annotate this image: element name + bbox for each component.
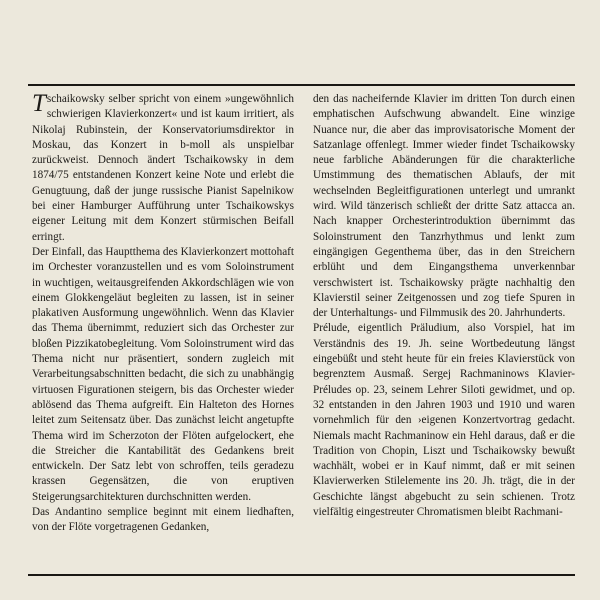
top-rule — [28, 84, 575, 86]
paragraph-2: Der Einfall, das Hauptthema des Klavierkonzert mottohaft im Orchester voranzustellen und es vom Soloinstrument in wuchtigen, weitausgreifenden Akkordschlägen wie von einem Glokkengeläut begleiten zu lassen, ist in seiner plakativen Ausformung ungewöhnlich. Wenn das Klavier das Thema übernimmt, reduziert sich das Orchester zur bloßen Pizzikatobegleitung. Vom Soloinstrument wird das Thema nicht nur präsentiert, sondern zugleich mit Verarbeitungsabschnitten bedacht, die sich zu unabhängig virtuosen Figurationen steigern, bis das Orchester wieder ablösend das Thema aufgreift. Ein Halteton des Hornes leitet zum Seitensatz über. Das zunächst leicht angetupfte Thema wird im Scherzoton der Flöten aufgelockert, ehe die Streicher die Kantabilität des Gedankens breit entwickeln. Der Satz lebt von schroffen, teils geradezu krassen Gegensätzen, die von eruptiven Steigerungsarchitekturen durchschnitten werden. — [32, 245, 294, 503]
paragraph-5: Prélude, eigentlich Präludium, also Vorspiel, hat im Verständnis des 19. Jh. seine Wortbedeutung längst eingebüßt und steht heute für ein freies Klavierstück von begrenztem Ausmaß. Sergej Rachmaninows Klavier-Préludes op. 23, seinem Lehrer Siloti gewidmet, und op. 32 entstanden in den Jahren 1903 und 1910 und waren vornehmlich für den ›eigenen Konzertvortrag gedacht. Niemals macht Rachmaninow ein Hehl daraus, daß er die Tradition von Chopin, Liszt und Tschaikowsky bewußt wachhält, wobei er in Kauf nimmt, daß er mit seinen Klavierwerken Stilelemente ins 20. Jh. trägt, die in der Geschichte längst abgebucht zu sein schienen. Trotz vielfältig eingestreuter Chromatismen bleibt Rachmani- — [313, 322, 575, 519]
paragraph-1-text: schaikowsky selber spricht von einem »ungewöhnlich schwierigen Klavierkonzert« und ist kaum irritiert, als Nikolaj Rubinstein, der Konservatoriumsdirektor in Moskau, das Konzert in b-moll als unspielbar zurückweist. Dennoch ändert Tschaikowsky in dem 1874/75 entstandenen Konzert keine Note und erlebt die Genugtuung, daß der junge russische Pianist Sapelnikow bei einer Hamburger Aufführung unter Tschaikowskys eigener Leitung mit dem Konzert stürmischen Beifall erringt. — [32, 93, 294, 243]
drop-cap: T — [32, 90, 46, 117]
paragraph-1 — [32, 92, 294, 245]
bottom-rule — [28, 574, 575, 576]
paragraph-4: den das nacheifernde Klavier im dritten Ton durch einen emphatischen Aufschwung abwandelt. Eine winzige Nuance nur, die aber das improvisatorische Moment der Satzanlage offenlegt. Immer wieder findet Tschaikowsky neue farbliche Abänderungen für die charakterliche Umstimmung des thematischen Ablaufs, der mit wechselnden Begleitfigurationen unterlegt und umrankt wird. Wild tänzerisch schließt der dritte Satz attacca an. Nach knapper Orchesterintroduktion übernimmt das Soloinstrument den Tanzrhythmus und lenkt zum eingängigen Gegenthema über, das in den Streichern erblüht und dem Eingangsthema unverkennbar verschwistert ist. Tschaikowsky prägte nachhaltig den Klavierstil seiner Zeitgenossen und zog tiefe Spuren in der Unterhaltungs- und Filmmusik des 20. Jahrhunderts. — [313, 93, 575, 320]
paragraph-3: Das Andantino semplice beginnt mit einem liedhaften, von der Flöte vorgetragenen Gedanken, — [32, 506, 294, 534]
left-column — [32, 92, 294, 536]
right-column — [313, 92, 575, 520]
